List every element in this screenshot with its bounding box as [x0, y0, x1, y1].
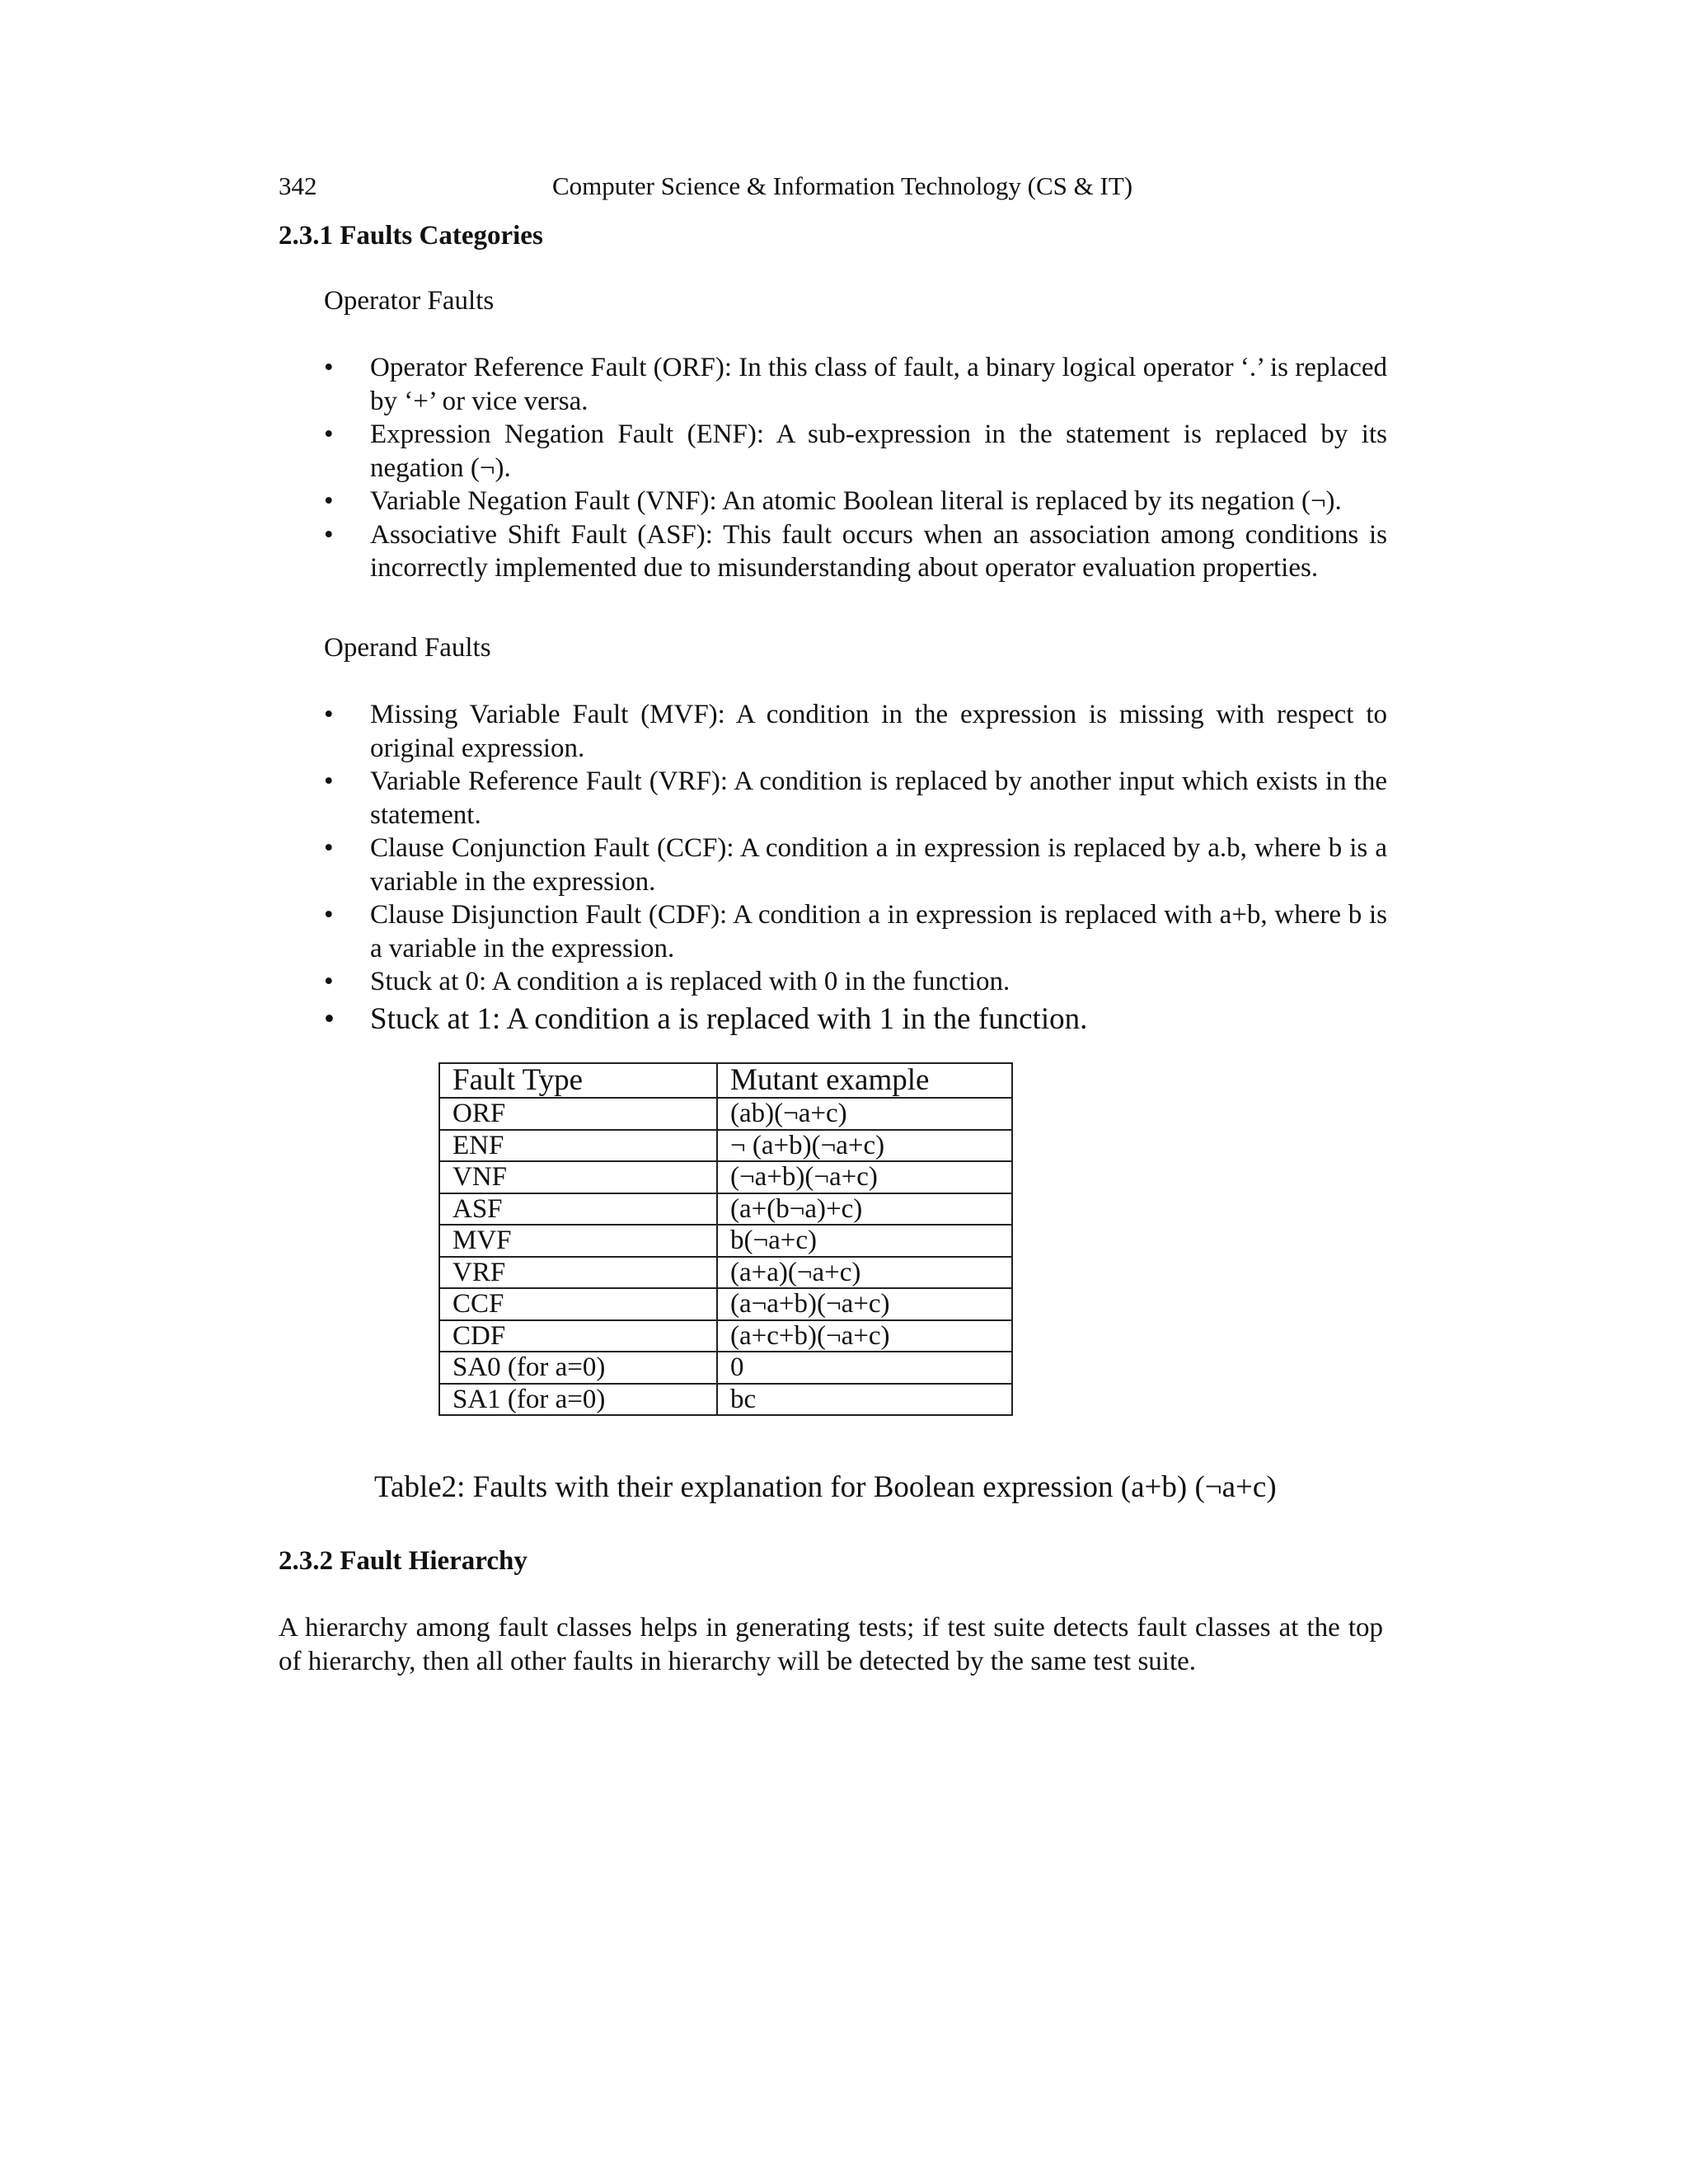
table-header-row: [439, 1063, 1012, 1098]
list-item: [324, 485, 1387, 518]
fault-table: [438, 1062, 1013, 1416]
fault-type-cell: VNF: [439, 1161, 717, 1193]
bullet-icon: •: [324, 766, 334, 796]
section-heading-fault-hierarchy: 2.3.2 Fault Hierarchy: [279, 1546, 528, 1576]
bullet-icon: •: [324, 1001, 335, 1036]
list-item-text: Stuck at 0: A condition a is replaced with 0 in the function.: [370, 967, 1010, 996]
list-item-text: Stuck at 1: A condition a is replaced with 1 in the function.: [370, 1001, 1088, 1036]
table-row: [439, 1384, 1012, 1416]
mutant-example-cell: b(¬a+c): [717, 1225, 1012, 1257]
list-item: [324, 832, 1387, 898]
list-item: [324, 698, 1387, 765]
bullet-icon: •: [324, 353, 334, 382]
operand-faults-list: [324, 698, 1387, 1038]
bullet-icon: •: [324, 700, 334, 729]
mutant-example-cell: ¬ (a+b)(¬a+c): [717, 1130, 1012, 1162]
list-item: [324, 898, 1387, 965]
list-item-text: Associative Shift Fault (ASF): This fault occurs when an association among conditions is incorrectly implemented due to misunderstanding about operator evaluation properties.: [370, 519, 1387, 583]
table-row: [439, 1320, 1012, 1352]
bullet-icon: •: [324, 519, 334, 550]
operator-faults-list: [324, 351, 1387, 585]
list-item: [324, 351, 1387, 418]
list-item-text: Missing Variable Fault (MVF): A condition in the expression is missing with respect to original expression.: [370, 700, 1387, 763]
table-row: [439, 1225, 1012, 1257]
list-item-text: Clause Conjunction Fault (CCF): A condition a in expression is replaced by a.b, where b is a variable in the expression.: [370, 833, 1387, 897]
list-item: [324, 518, 1387, 585]
mutant-example-cell: 0: [717, 1352, 1012, 1384]
table-row: [439, 1193, 1012, 1226]
page-number: 342: [279, 171, 317, 200]
fault-type-cell: ASF: [439, 1193, 717, 1226]
running-title: Computer Science & Information Technology (CS & IT): [552, 171, 1133, 200]
bullet-icon: •: [324, 967, 334, 996]
operand-faults-title: Operand Faults: [324, 633, 491, 663]
list-item-text: Clause Disjunction Fault (CDF): A condition a in expression is replaced with a+b, where b is a variable in the expression.: [370, 900, 1387, 963]
operator-faults-title: Operator Faults: [324, 286, 495, 316]
fault-type-cell: VRF: [439, 1257, 717, 1289]
list-item: [324, 965, 1387, 999]
fault-hierarchy-paragraph: A hierarchy among fault classes helps in generating tests; if test suite detects fault classes at the top of hierarchy, then all other faults in hierarchy will be detected by the same test suite.: [279, 1613, 1383, 1676]
list-item-text: Expression Negation Fault (ENF): A sub-expression in the statement is replaced by its negation (¬).: [370, 419, 1387, 483]
list-item-text: Variable Negation Fault (VNF): An atomic Boolean literal is replaced by its negation (¬).: [370, 486, 1342, 516]
list-item-text: Variable Reference Fault (VRF): A condition is replaced by another input which exists in the statement.: [370, 766, 1387, 830]
list-item-text: Operator Reference Fault (ORF): In this class of fault, a binary logical operator ‘.’ is replaced by ‘+’ or vice versa.: [370, 353, 1387, 416]
fault-type-cell: ENF: [439, 1130, 717, 1162]
mutant-example-cell: (a+c+b)(¬a+c): [717, 1320, 1012, 1352]
fault-type-cell: ORF: [439, 1098, 717, 1130]
table-row: [439, 1352, 1012, 1384]
fault-type-cell: CCF: [439, 1288, 717, 1320]
table-row: [439, 1288, 1012, 1320]
column-header-fault-type: Fault Type: [439, 1063, 717, 1098]
table-row: [439, 1257, 1012, 1289]
table-caption: Table2: Faults with their explanation for Boolean expression (a+b) (¬a+c): [374, 1470, 1277, 1504]
mutant-example-cell: (¬a+b)(¬a+c): [717, 1161, 1012, 1193]
table-row: [439, 1161, 1012, 1193]
mutant-example-cell: (a+a)(¬a+c): [717, 1257, 1012, 1289]
table-row: [439, 1098, 1012, 1130]
list-item: [324, 418, 1387, 485]
mutant-example-cell: (a+(b¬a)+c): [717, 1193, 1012, 1226]
page-header: [279, 171, 1383, 208]
fault-type-cell: MVF: [439, 1225, 717, 1257]
fault-type-cell: CDF: [439, 1320, 717, 1352]
fault-type-cell: SA0 (for a=0): [439, 1352, 717, 1384]
list-item: [324, 765, 1387, 832]
bullet-icon: •: [324, 900, 334, 930]
mutant-example-cell: bc: [717, 1384, 1012, 1416]
bullet-icon: •: [324, 833, 334, 863]
fault-type-cell: SA1 (for a=0): [439, 1384, 717, 1416]
mutant-example-cell: (a¬a+b)(¬a+c): [717, 1288, 1012, 1320]
list-item: [324, 1001, 1387, 1038]
bullet-icon: •: [324, 486, 334, 516]
mutant-example-cell: (ab)(¬a+c): [717, 1098, 1012, 1130]
table-row: [439, 1130, 1012, 1162]
section-heading-faults-categories: 2.3.1 Faults Categories: [279, 221, 543, 251]
column-header-mutant-example: Mutant example: [717, 1063, 1012, 1098]
bullet-icon: •: [324, 419, 334, 449]
